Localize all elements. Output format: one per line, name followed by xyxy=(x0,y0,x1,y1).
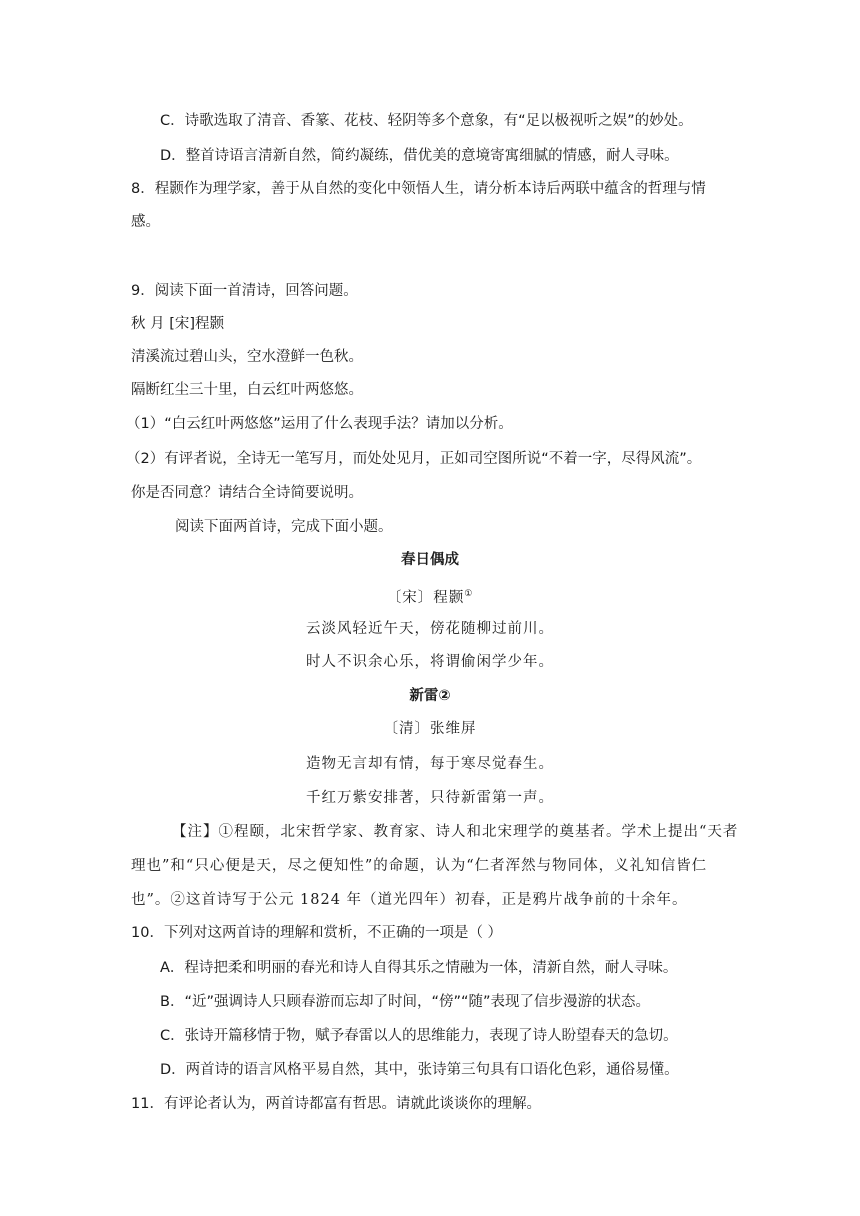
question-10: 10．下列对这两首诗的理解和赏析，不正确的一项是（ ） xyxy=(131,925,503,941)
poem-heading: 秋 月 [宋]程颢 xyxy=(131,316,225,332)
note-line-3: 也”。②这首诗写于公元 1824 年（道光四年）初春，正是鸦片战争前的十余年。 xyxy=(131,892,688,908)
poem-1-line-2: 时人不识余心乐，将谓偷闲学少年。 xyxy=(306,654,554,670)
poem-1-author: 〔宋〕程颢① xyxy=(386,589,474,606)
option-d-text-2: D．两首诗的语言风格平易自然，其中，张诗第三句具有口语化色彩，通俗易懂。 xyxy=(160,1062,679,1078)
sub-question-2-line-1: （2）有评者说，全诗无一笔写月，而处处见月，正如司空图所说“不着一字，尽得风流”。 xyxy=(126,451,702,467)
poem-2-line-2: 千红万紫安排著，只待新雷第一声。 xyxy=(306,790,554,806)
question-8-line-2: 感。 xyxy=(131,214,160,230)
sub-question-1: （1）“白云红叶两悠悠”运用了什么表现手法？请加以分析。 xyxy=(126,416,513,432)
sub-question-2-line-2: 你是否同意？请结合全诗简要说明。 xyxy=(131,485,363,501)
reading-instruction: 阅读下面两首诗，完成下面小题。 xyxy=(175,519,393,535)
question-11: 11．有评论者认为，两首诗都富有哲思。请就此谈谈你的理解。 xyxy=(131,1096,541,1112)
poem-line-1: 清溪流过碧山头，空水澄鲜一色秋。 xyxy=(131,349,363,365)
option-b-text: B．“近”强调诗人只顾春游而忘却了时间，“傍”“随”表现了信步漫游的状态。 xyxy=(160,994,651,1010)
poem-2-title: 新雷② xyxy=(409,688,451,704)
option-d-text: D．整首诗语言清新自然，简约凝练，借优美的意境寄寓细腻的情感，耐人寻味。 xyxy=(160,148,679,164)
option-a-text: A．程诗把柔和明丽的春光和诗人自得其乐之情融为一体，清新自然，耐人寻味。 xyxy=(160,960,678,976)
question-8-line-1: 8．程颢作为理学家，善于从自然的变化中领悟人生，请分析本诗后两联中蕴含的哲理与情 xyxy=(131,181,706,197)
option-c-text: C．诗歌选取了清音、香篆、花枝、轻阴等多个意象，有“足以极视听之娱”的妙处。 xyxy=(160,113,693,129)
poem-line-2: 隔断红尘三十里，白云红叶两悠悠。 xyxy=(131,382,363,398)
note-line-1: 【注】①程颐，北宋哲学家、教育家、诗人和北宋理学的奠基者。学术上提出“天者 xyxy=(172,824,739,840)
option-c-text-2: C．张诗开篇移情于物，赋予春雷以人的思维能力，表现了诗人盼望春天的急切。 xyxy=(160,1028,678,1044)
poem-2-line-1: 造物无言却有情，每于寒尽觉春生。 xyxy=(306,756,554,772)
poem-2-author: 〔清〕张维屏 xyxy=(383,721,477,737)
question-9-intro: 9．阅读下面一首清诗，回答问题。 xyxy=(131,283,358,299)
poem-1-line-1: 云淡风轻近午天，傍花随柳过前川。 xyxy=(306,621,554,637)
note-line-2: 理也”和“只心便是天，尽之便知性”的命题，认为“仁者浑然与物同体，义礼知信皆仁 xyxy=(131,858,708,874)
poem-1-title: 春日偶成 xyxy=(401,552,459,568)
footnote-mark: ① xyxy=(464,589,474,599)
